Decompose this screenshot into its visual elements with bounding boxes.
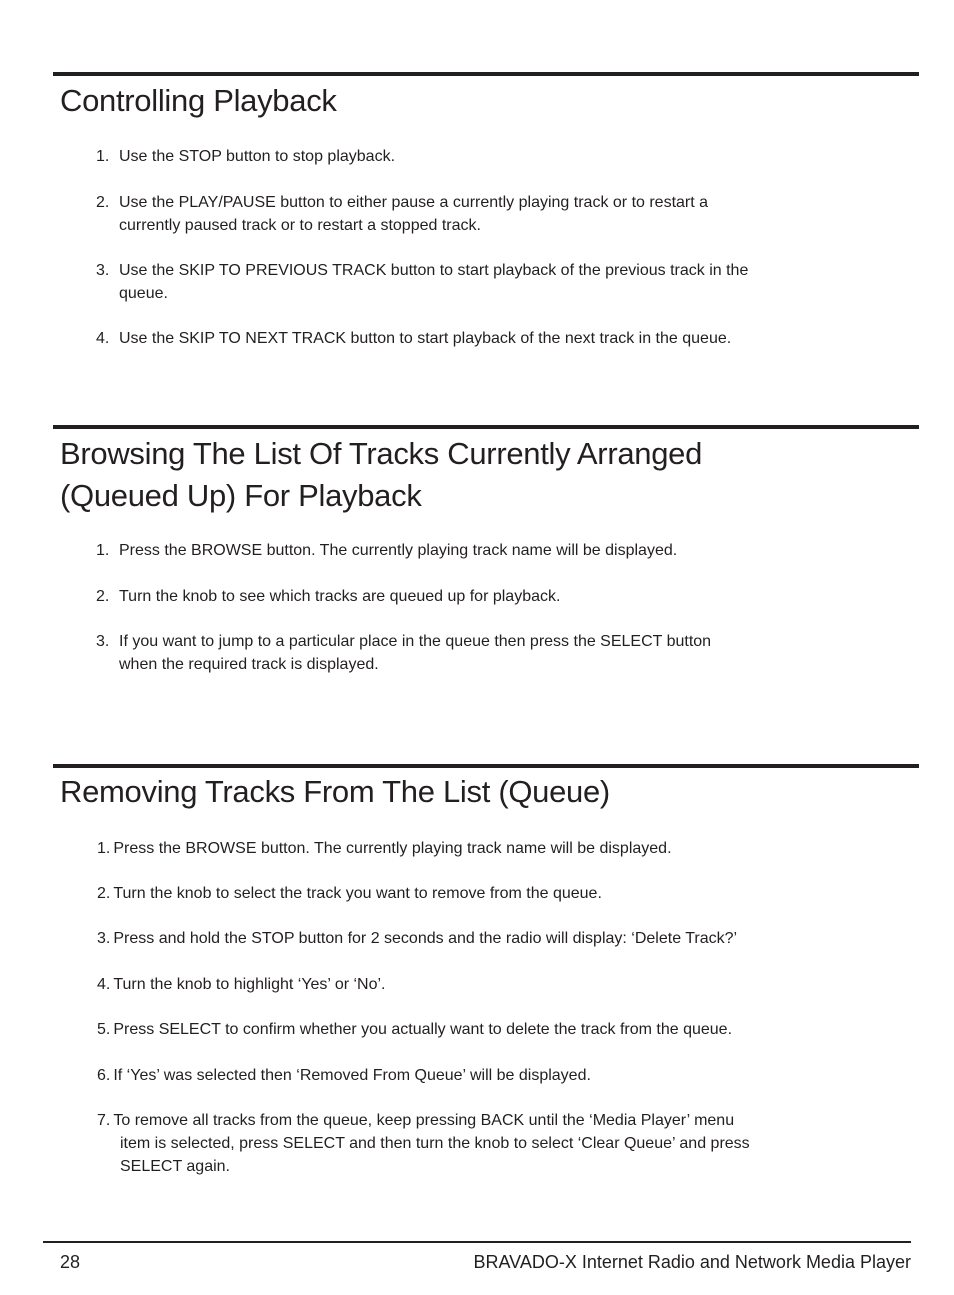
section-title-removing-tracks: [60, 771, 610, 813]
section-title-line: Browsing The List Of Tracks Currently Arranged: [60, 436, 703, 471]
list-item: [97, 973, 386, 996]
list-item-line: Use the SKIP TO PREVIOUS TRACK button to start playback of the previous track in the: [119, 262, 749, 279]
list-item-line: Use the STOP button to stop playback.: [119, 148, 396, 165]
list-item-number: 5.: [97, 1021, 111, 1038]
list-item-line: Press and hold the STOP button for 2 seconds and the radio will display: ‘Delete Track?’: [113, 930, 738, 947]
page-number: 28: [60, 1252, 81, 1272]
list-item-line: when the required track is displayed.: [119, 656, 379, 673]
list-item-line: Turn the knob to see which tracks are queued up for playback.: [119, 588, 561, 605]
list-item-text: [119, 191, 708, 237]
list-item-number: 2.: [96, 588, 110, 605]
list-item: [97, 1109, 750, 1178]
list-item-line: If you want to jump to a particular place in the queue then press the SELECT button: [119, 633, 712, 650]
section-title-line: Removing Tracks From The List (Queue): [60, 774, 610, 809]
list-item-line: SELECT again.: [120, 1158, 230, 1175]
section-title-controlling-playback: [60, 80, 337, 122]
list-item-line: Press the BROWSE button. The currently playing track name will be displayed.: [113, 840, 672, 857]
list-item-text: [119, 539, 677, 562]
section-divider: [53, 764, 919, 768]
list-item-line: If ‘Yes’ was selected then ‘Removed From Queue’ will be displayed.: [113, 1067, 591, 1084]
list-item-text: [119, 145, 395, 168]
list-item-line: To remove all tracks from the queue, keep pressing BACK until the ‘Media Player’ menu: [113, 1112, 735, 1129]
list-item-line: Use the SKIP TO NEXT TRACK button to start playback of the next track in the queue.: [119, 330, 732, 347]
list-item: [97, 927, 737, 950]
list-item-number: 2.: [96, 194, 110, 211]
list-item-number: 2.: [97, 885, 111, 902]
list-item: [97, 837, 672, 860]
list-item-line: Turn the knob to highlight ‘Yes’ or ‘No’.: [113, 976, 386, 993]
list-item-line: Press the BROWSE button. The currently playing track name will be displayed.: [119, 542, 678, 559]
list-item-text: [119, 327, 731, 350]
footer-divider: [43, 1241, 911, 1243]
list-item-number: 1.: [96, 148, 110, 165]
list-item-number: 1.: [96, 542, 110, 559]
section-title-line: (Queued Up) For Playback: [60, 478, 422, 513]
list-item-number: 6.: [97, 1067, 111, 1084]
list-item-line: queue.: [119, 285, 168, 302]
section-divider: [53, 72, 919, 76]
list-item-line: item is selected, press SELECT and then turn the knob to select ‘Clear Queue’ and press: [120, 1135, 750, 1152]
list-item-number: 7.: [97, 1112, 111, 1129]
list-item-line: currently paused track or to restart a stopped track.: [119, 217, 481, 234]
list-item-number: 4.: [97, 976, 111, 993]
footer-document-title: BRAVADO-X Internet Radio and Network Media Player: [473, 1252, 911, 1272]
list-item-number: 3.: [96, 633, 110, 650]
list-item-number: 1.: [97, 840, 111, 857]
list-item-line: Use the PLAY/PAUSE button to either pause a currently playing track or to restart a: [119, 194, 709, 211]
list-item-number: 3.: [96, 262, 110, 279]
list-item: [97, 882, 602, 905]
section-title-line: Controlling Playback: [60, 83, 337, 118]
list-item: [97, 1018, 732, 1041]
list-item-line: Turn the knob to select the track you want to remove from the queue.: [113, 885, 602, 902]
list-item-line: Press SELECT to confirm whether you actually want to delete the track from the queue.: [113, 1021, 733, 1038]
list-item-number: 3.: [97, 930, 111, 947]
list-item: [97, 1064, 591, 1087]
list-item-text: [119, 259, 748, 305]
list-item-text: [119, 630, 711, 676]
list-item-number: 4.: [96, 330, 110, 347]
section-divider: [53, 425, 919, 429]
list-item-text: [119, 585, 560, 608]
section-title-browsing-queue: [60, 433, 702, 517]
